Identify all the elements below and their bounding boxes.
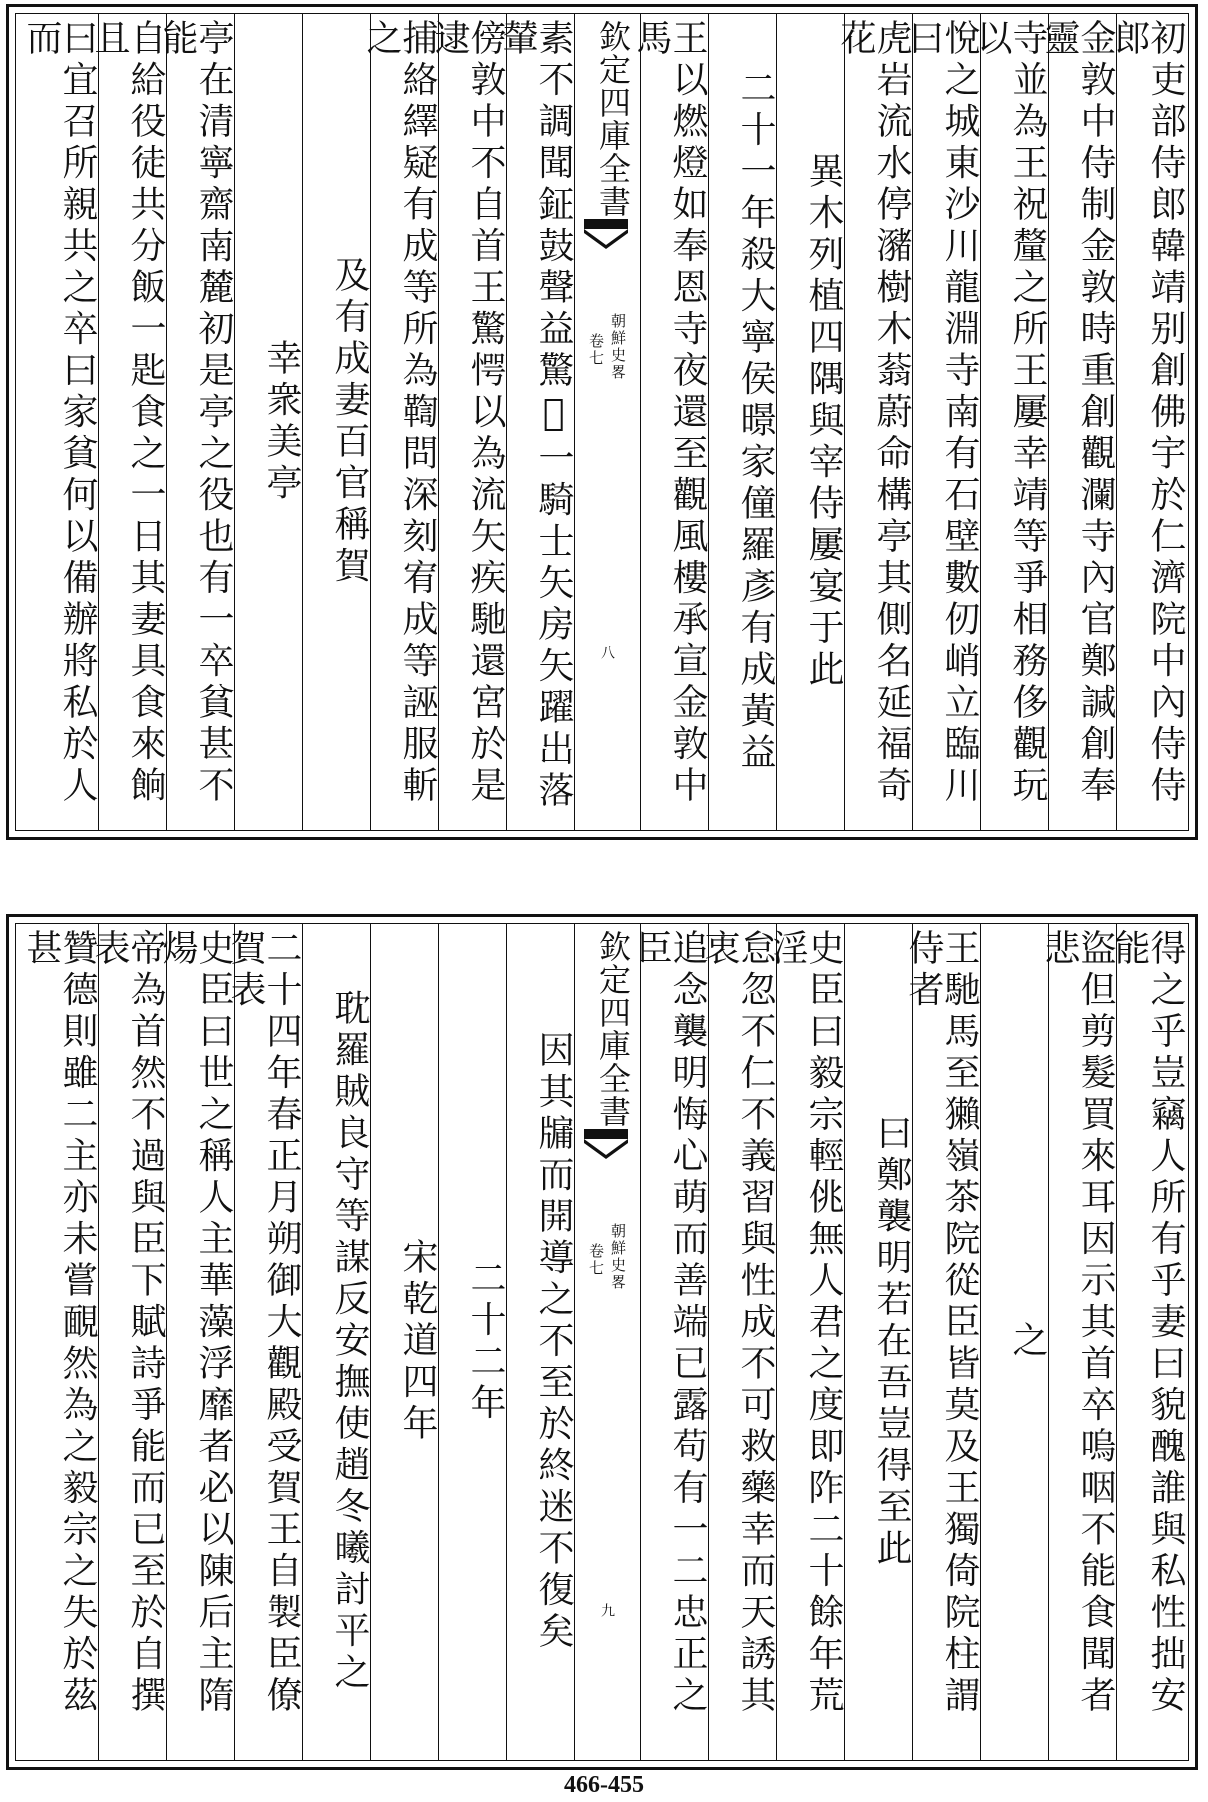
running-title: 欽定四庫全書 [594,20,632,218]
text-column: 盜但剪髮買來耳因示其首卒嗚咽不能食聞者悲 [1039,929,1116,1718]
text-column: 耽羅賊良守等謀反安撫使趙冬曦討平之 [329,989,370,1695]
text-column: 王以燃燈如奉恩寺夜還至觀風樓承宣金敦中馬 [631,19,708,808]
text-column: 帝為首然不過與臣下賦詩爭能而已至於自撰表 [89,929,166,1718]
running-title: 欽定四庫全書 [594,930,632,1128]
volume-label: 卷七 [587,333,605,367]
book-title: 朝鮮史畧 [609,313,627,381]
text-column: 得之乎豈竊人所有乎妻曰貌醜誰與私性拙安能 [1109,929,1186,1718]
column-rule [506,13,507,831]
text-column: 寺並為王祝釐之所王屢幸靖等爭相務侈觀玩以 [971,19,1048,808]
text-column: 虎岩流水停瀦樹木蓊蔚命構亭其側名延福奇花 [835,19,912,808]
column-rule [302,923,303,1761]
center-band [575,923,637,1761]
text-column: 之 [1007,1321,1048,1363]
column-rule [438,923,439,1761]
column-rule [370,13,371,831]
column-rule [506,923,507,1761]
text-column: 曰鄭襲明若在吾豈得至此 [871,1113,912,1571]
text-column: 史臣曰世之稱人主華藻浮靡者必以陳后主隋煬 [157,929,234,1718]
column-rule [912,13,913,831]
column-rule [438,13,439,831]
text-column: 贊德則雖二主亦未嘗靦然為之毅宗之失於茲甚 [21,929,98,1718]
text-column: 自給役徒共分飯一匙食之一日其妻具食來餉且 [89,19,166,808]
column-rule [980,923,981,1761]
text-column: 怠忽不仁不義習與性成不可救藥幸而天誘其衷 [699,929,776,1718]
column-rule [234,13,235,831]
column-rule [640,923,641,1761]
page-number-footer: 466-455 [564,1772,644,1798]
column-rule [574,923,575,1761]
column-rule [1048,13,1049,831]
text-column: 及有成妻百官稱賀 [329,256,370,588]
text-column: 史臣曰毅宗輕佻無人君之度即阼二十餘年荒淫 [767,929,844,1718]
column-rule [776,13,777,831]
text-column: 異木列植四隅與宰侍屢宴于此 [803,152,844,692]
volume-label: 卷七 [587,1243,605,1277]
text-column: 初吏部侍郎韓靖别創佛宇於仁濟院中內侍侍郎 [1109,19,1186,808]
column-rule [98,923,99,1761]
column-rule [708,923,709,1761]
text-column: 金敦中侍制金敦時重創觀瀾寺內官鄭諴創奉靈 [1039,19,1116,808]
text-column: 宋乾道四年 [397,1238,438,1446]
column-rule [708,13,709,831]
fishtail-ornament-icon [584,1129,628,1159]
column-rule [980,13,981,831]
center-band [575,13,637,831]
text-column: 幸衆美亭 [261,339,302,505]
column-rule [302,13,303,831]
text-column: 二十四年春正月朔御大觀殿受賀王自製臣僚賀表 [225,929,302,1718]
column-rule [1048,923,1049,1761]
column-rule [1116,13,1117,831]
text-column: 悅之城東沙川龍淵寺南有石壁數仞峭立臨川曰 [903,19,980,808]
text-column: 亭在清寧齋南麓初是亭之役也有一卒貧甚不能 [157,19,234,808]
column-rule [844,923,845,1761]
column-rule [574,13,575,831]
column-rule [1116,923,1117,1761]
text-column: 王馳馬至獺嶺茶院從臣皆莫及王獨倚院柱謂侍者 [903,929,980,1718]
column-rule [166,13,167,831]
column-rule [640,13,641,831]
column-rule [844,13,845,831]
column-rule [166,923,167,1761]
text-column: 二十一年殺大寧侯暻家僮羅彥有成黃益 [735,69,776,775]
column-rule [98,13,99,831]
text-column: 素不調聞鉦鼓聲益驚𩦬一騎士矢房矢躍出落輦 [497,19,574,813]
column-rule [776,923,777,1761]
text-column: 追念襲明悔心萌而善端已露苟有一二忠正之臣 [631,929,708,1718]
column-rule [370,923,371,1761]
column-rule [234,923,235,1761]
fishtail-ornament-icon [584,219,628,249]
bottom-page [6,914,1198,1770]
text-column: 二十二年 [465,1259,506,1425]
leaf-number: 九 [599,1603,615,1617]
text-column: 傍敦中不自首王驚愕以為流矢疾馳還宮於是逮 [429,19,506,808]
text-column: 捕絡繹疑有成等所為鞫問深刻宥成等誣服斬之 [361,19,438,808]
text-column: 曰宜召所親共之卒曰家貧何以備辦將私於人而 [21,19,98,808]
top-page [6,4,1198,840]
column-rule [912,923,913,1761]
text-column: 因其牖而開導之不至於終迷不復矣 [533,1030,574,1654]
book-title: 朝鮮史畧 [609,1223,627,1291]
leaf-number: 八 [599,645,615,659]
